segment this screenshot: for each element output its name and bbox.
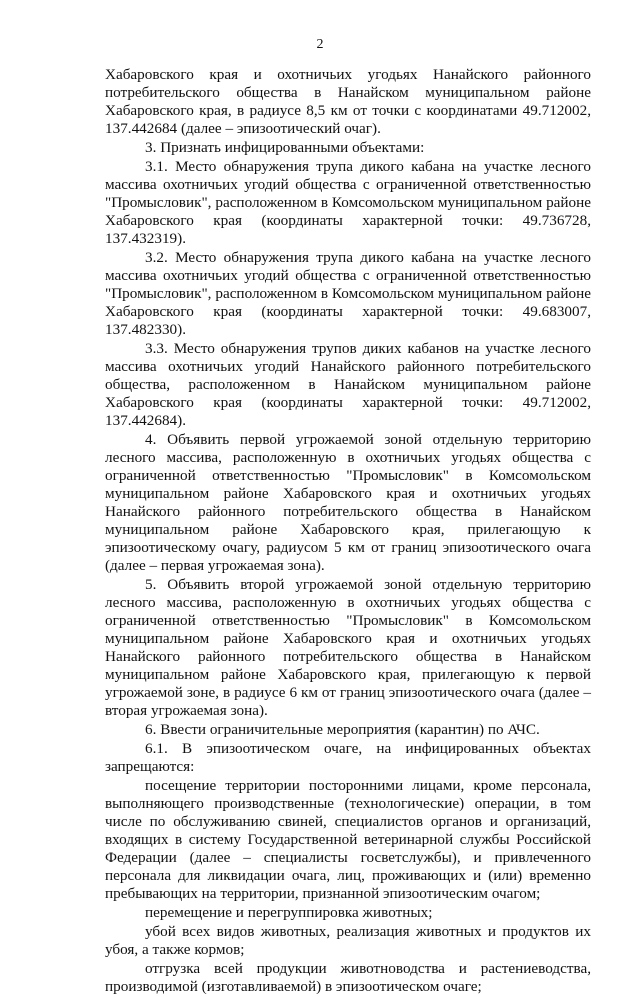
paragraph-prohibition-movement: перемещение и перегруппировка животных; [145, 904, 433, 921]
paragraph-territory-continuation: Хабаровского края и охотничьих угодьях Нанайского районного потребительского общества в Нанайском муниципальном районе Хабаровского края, в радиусе 8,5 км от точки с координатами 49.712002, 137.442684 (далее – эпизоотический очаг). [105, 66, 591, 137]
paragraph-3-1: 3.1. Место обнаружения трупа дикого кабана на участке лесного массива охотничьих угодий общества с ограниченной ответственностью "Промысловик", расположенном в Комсомольском муниципальном районе Хабаровского края (координаты характерной точки: 49.736728, 137.432319). [105, 158, 591, 247]
paragraph-prohibition-shipment: отгрузка всей продукции животноводства и растениеводства, производимой (изготавливаемой) в эпизоотическом очаге; [105, 960, 591, 995]
paragraph-3-3: 3.3. Место обнаружения трупов диких кабанов на участке лесного массива охотничьих угодий Нанайского районного потребительского общества, расположенном в Нанайском муниципальном районе Хабаровского края (координаты характерной точки: 49.712002, 137.442684). [105, 340, 591, 429]
paragraph-prohibition-slaughter: убой всех видов животных, реализация животных и продуктов их убоя, а также кормов; [105, 923, 591, 958]
page-number: 2 [316, 37, 324, 52]
paragraph-3: 3. Признать инфицированными объектами: [145, 139, 425, 156]
paragraph-3-2: 3.2. Место обнаружения трупа дикого кабана на участке лесного массива охотничьих угодий общества с ограниченной ответственностью "Промысловик", расположенном в Комсомольском муниципальном районе Хабаровского края (координаты характерной точки: 49.683007, 137.482330). [105, 249, 591, 338]
paragraph-6: 6. Ввести ограничительные мероприятия (карантин) по АЧС. [145, 721, 540, 738]
paragraph-prohibition-visits: посещение территории посторонними лицами, кроме персонала, выполняющего производственные (технологические) операции, в том числе по обслуживанию свиней, специалистов органов и организаций, входящих в систему Государственной ветеринарной службы Российской Федерации (далее – специалисты госветслужбы), и привлеченного персонала для ликвидации очага, лиц, проживающих и (или) временно пребывающих на территории, признанной эпизоотическим очагом; [105, 777, 591, 902]
document-body [105, 66, 591, 997]
paragraph-4: 4. Объявить первой угрожаемой зоной отдельную территорию лесного массива, расположенную в охотничьих угодьях общества с ограниченной ответственностью "Промысловик" в Комсомольском муниципальном районе Хабаровского края и охотничьих угодьях Нанайского районного потребительского общества в Нанайском муниципальном районе Хабаровского края, прилегающую к эпизоотическому очагу, радиусом 5 км от границ эпизоотического очага (далее – первая угрожаемая зона). [105, 431, 591, 574]
paragraph-6-1: 6.1. В эпизоотическом очаге, на инфицированных объектах запрещаются: [105, 740, 591, 775]
paragraph-5: 5. Объявить второй угрожаемой зоной отдельную территорию лесного массива, расположенную в охотничьих угодьях общества с ограниченной ответственностью "Промысловик" в Комсомольском муниципальном районе Хабаровского края и охотничьих угодьях Нанайского районного потребительского общества в Нанайском муниципальном районе Хабаровского края, прилегающую к первой угрожаемой зоне, в радиусе 6 км от границ эпизоотического очага (далее – вторая угрожаемая зона). [105, 576, 591, 719]
